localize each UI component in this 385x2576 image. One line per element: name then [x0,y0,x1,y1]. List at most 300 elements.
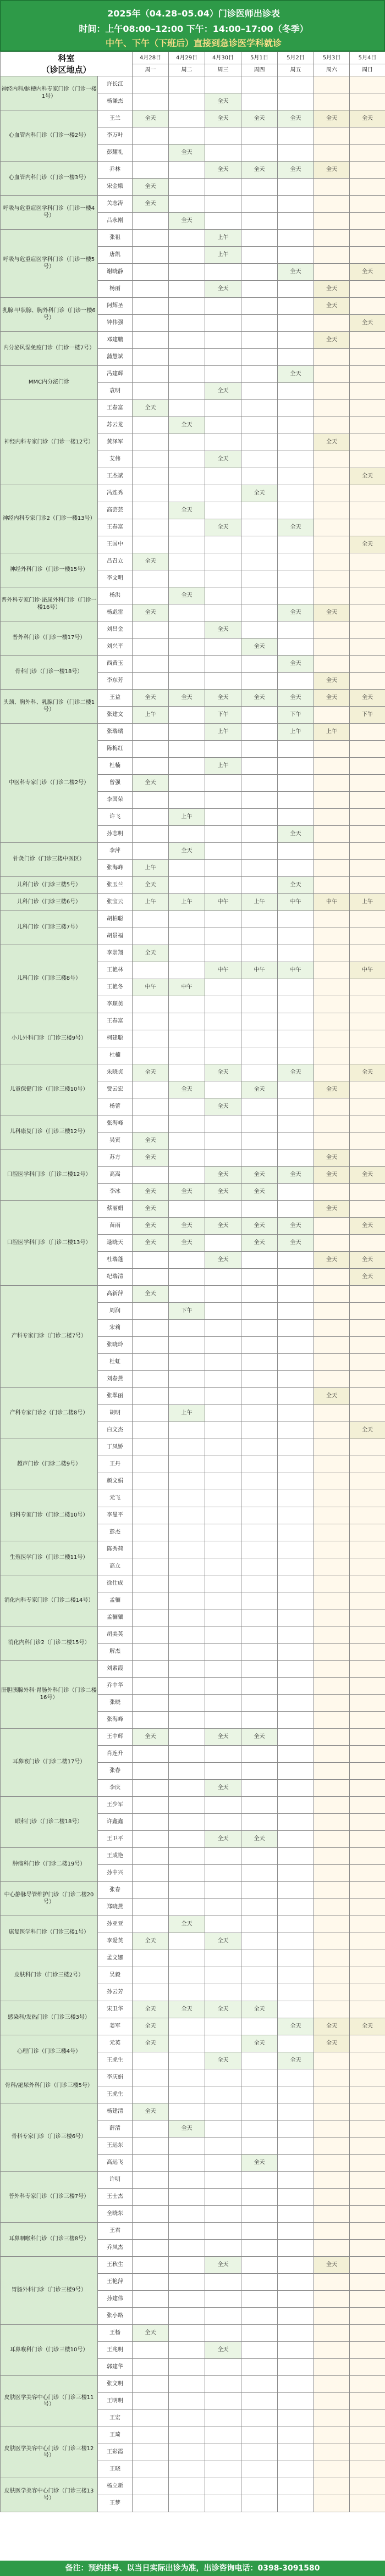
schedule-row [1,1388,385,1405]
shift-cell [350,775,385,792]
shift-cell [278,2138,314,2155]
shift-cell: 全天 [241,2035,278,2052]
shift-cell: 全天 [314,110,350,127]
shift-cell [314,1132,350,1150]
shift-cell [205,826,241,843]
department-name: 神经内科专家门诊2（门诊一楼13号） [1,485,98,553]
department-header-label: 科室 [58,53,75,63]
department-name: 皮肤科门诊（门诊三楼2号） [1,1950,98,2001]
shift-cell [350,1201,385,1218]
shift-cell [278,298,314,315]
shift-cell [314,1814,350,1831]
weekday-header: 周五 [278,64,314,76]
schedule-row [1,587,385,604]
shift-cell: 全天 [169,1916,205,1933]
schedule-row [1,1882,385,1899]
shift-cell [314,468,350,485]
shift-cell [241,468,278,485]
schedule-row [1,400,385,417]
shift-cell [350,2478,385,2495]
shift-cell [314,2308,350,2325]
shift-cell [350,2359,385,2376]
shift-cell [350,93,385,110]
shift-cell [350,2223,385,2240]
shift-cell: 全天 [241,690,278,707]
doctor-name: 杜虹 [98,1354,133,1371]
shift-cell [314,264,350,281]
shift-cell [278,2291,314,2308]
doctor-name: 李庆娟 [98,2069,133,2086]
shift-cell: 中午 [133,979,169,996]
shift-cell [350,2120,385,2138]
shift-cell [278,1456,314,1473]
shift-cell: 下午 [169,1303,205,1320]
shift-cell [278,2240,314,2257]
shift-cell [350,434,385,451]
shift-cell [169,553,205,570]
shift-cell [205,2103,241,2120]
department-name: 呼吸与危重症医学科门诊（门诊一楼5号） [1,230,98,298]
doctor-name: 元英 [98,2035,133,2052]
shift-cell [133,724,169,741]
department-name: 肿瘤科门诊（门诊二楼19号） [1,1848,98,1882]
shift-cell [241,93,278,110]
shift-cell [278,621,314,639]
doctor-name: 肖连升 [98,1746,133,1763]
shift-cell [133,2410,169,2427]
shift-cell: 全天 [241,1831,278,1848]
doctor-name: 谢晓静 [98,264,133,281]
shift-cell [314,587,350,604]
shift-cell [314,1115,350,1132]
shift-cell [169,1132,205,1150]
shift-cell: 全天 [278,826,314,843]
shift-cell [169,1831,205,1848]
shift-cell [241,400,278,417]
shift-cell [133,1337,169,1354]
doctor-name: 许鑫鑫 [98,1814,133,1831]
shift-cell [314,230,350,247]
shift-cell [314,621,350,639]
shift-cell: 下午 [350,707,385,724]
shift-cell [278,1848,314,1865]
shift-cell [278,1303,314,1320]
shift-cell [133,1916,169,1933]
shift-cell: 上午 [169,809,205,826]
shift-cell [133,1797,169,1814]
shift-cell [169,1371,205,1388]
shift-cell [133,366,169,383]
shift-cell [350,145,385,162]
shift-cell [205,1899,241,1916]
shift-cell: 全天 [169,145,205,162]
shift-cell [133,502,169,519]
shift-cell [205,928,241,945]
shift-cell [169,281,205,298]
shift-cell [205,2274,241,2291]
shift-cell [205,1269,241,1286]
shift-cell [205,1882,241,1899]
doctor-name: 朱晓贞 [98,1064,133,1081]
department-column-header [1,52,133,76]
department-name: 耳鼻喉门诊（门诊二楼17号） [1,1729,98,1797]
shift-cell [314,1984,350,2001]
shift-cell: 全天 [133,1286,169,1303]
shift-cell [169,1320,205,1337]
doctor-name: 孟骊 [98,1592,133,1609]
doctor-name: 白文杰 [98,1422,133,1439]
shift-cell [169,2086,205,2103]
doctor-name: 王艳萍 [98,2274,133,2291]
shift-cell [169,485,205,502]
doctor-name: 张春 [98,1763,133,1780]
shift-cell: 全天 [350,315,385,332]
shift-cell [278,996,314,1013]
shift-cell [314,996,350,1013]
shift-cell [314,502,350,519]
shift-cell [133,1115,169,1132]
shift-cell [241,2291,278,2308]
shift-cell: 全天 [205,110,241,127]
shift-cell [350,570,385,587]
doctor-name: 刘兴平 [98,639,133,656]
shift-cell: 中午 [169,979,205,996]
shift-cell [278,2103,314,2120]
shift-cell [205,315,241,332]
doctor-name: 刘素霞 [98,1661,133,1678]
shift-cell [314,127,350,145]
shift-cell [133,1575,169,1592]
shift-cell: 全天 [205,519,241,536]
shift-cell [278,1473,314,1490]
shift-cell [133,570,169,587]
shift-cell [241,1558,278,1575]
doctor-name: 王君 [98,2223,133,2240]
schedule-body [1,76,385,2512]
schedule-row [1,110,385,127]
shift-cell [205,2240,241,2257]
shift-cell [278,1269,314,1286]
shift-cell: 全天 [133,1184,169,1201]
shift-cell [205,76,241,93]
shift-cell: 全天 [133,2325,169,2342]
shift-cell [278,1115,314,1132]
shift-cell [350,1541,385,1558]
shift-cell [205,570,241,587]
shift-cell [169,1354,205,1371]
doctor-name: 贾云宏 [98,1081,133,1098]
shift-cell: 全天 [278,162,314,179]
shift-cell [350,2035,385,2052]
shift-cell [205,366,241,383]
doctor-name: 胡明 [98,1405,133,1422]
doctor-name: 杨彪雷 [98,604,133,621]
shift-cell [169,1490,205,1507]
doctor-name: 袁明 [98,383,133,400]
schedule-row [1,230,385,247]
shift-cell [133,1405,169,1422]
shift-cell [169,2052,205,2069]
shift-cell [278,1814,314,1831]
department-name: 神经内科专家门诊（门诊一楼12号） [1,400,98,485]
shift-cell [278,758,314,775]
shift-cell [205,417,241,434]
shift-cell [133,1831,169,1848]
doctor-name: 杨建清 [98,2103,133,2120]
shift-cell [205,1865,241,1882]
shift-cell [314,93,350,110]
shift-cell [350,1626,385,1644]
shift-cell [278,2155,314,2172]
shift-cell [169,2223,205,2240]
shift-cell [205,860,241,877]
shift-cell [314,2427,350,2444]
shift-cell [241,230,278,247]
schedule-row [1,843,385,860]
shift-cell [133,519,169,536]
schedule-row [1,1916,385,1933]
shift-cell [169,860,205,877]
shift-cell [205,468,241,485]
doctor-name: 胡美英 [98,1626,133,1644]
shift-cell [314,809,350,826]
shift-cell [169,2155,205,2172]
doctor-name: 郭建华 [98,2359,133,2376]
shift-cell [205,2206,241,2223]
doctor-name: 丁凤娇 [98,1439,133,1456]
shift-cell [241,1814,278,1831]
shift-cell [169,1422,205,1439]
schedule-row [1,76,385,93]
shift-cell [205,2410,241,2427]
shift-cell [314,1286,350,1303]
shift-cell [314,1644,350,1661]
doctor-name: 王远东 [98,2138,133,2155]
shift-cell [314,1712,350,1729]
shift-cell [241,383,278,400]
shift-cell [205,1609,241,1626]
shift-cell: 上午 [241,894,278,911]
shift-cell [169,196,205,213]
shift-cell [133,2189,169,2206]
shift-cell [278,332,314,349]
shift-cell [314,315,350,332]
shift-cell [241,656,278,673]
shift-cell [241,1865,278,1882]
shift-cell [350,1013,385,1030]
schedule-row [1,1626,385,1644]
shift-cell [278,1933,314,1950]
shift-cell [350,809,385,826]
shift-cell [205,1712,241,1729]
clinic-hours: 时间：上午08:00–12:00 下午：14:00–17:00（冬季） [79,24,309,34]
date-header: 4月28日 [133,52,169,64]
shift-cell [169,1984,205,2001]
doctor-name: 王晓 [98,2461,133,2478]
shift-cell [350,127,385,145]
schedule-row [1,1729,385,1746]
shift-cell [241,1712,278,1729]
shift-cell: 全天 [278,1064,314,1081]
schedule-row [1,724,385,741]
shift-cell [133,1081,169,1098]
shift-cell [241,1916,278,1933]
shift-cell [241,2086,278,2103]
shift-cell [133,1354,169,1371]
shift-cell [169,2342,205,2359]
shift-cell [169,451,205,468]
shift-cell [241,1678,278,1695]
shift-cell [241,996,278,1013]
weekday-header: 周二 [169,64,205,76]
shift-cell [314,1405,350,1422]
shift-cell [350,179,385,196]
shift-cell [350,1115,385,1132]
doctor-name: 吴寅 [98,1132,133,1150]
shift-cell [278,536,314,553]
doctor-name: 王琦 [98,2427,133,2444]
shift-cell [169,1507,205,1524]
doctor-name: 宋卫华 [98,2001,133,2018]
shift-cell [133,741,169,758]
shift-cell [241,179,278,196]
shift-cell [314,1848,350,1865]
shift-cell [205,1763,241,1780]
shift-cell: 上午 [314,724,350,741]
shift-cell [314,1013,350,1030]
shift-cell: 全天 [133,775,169,792]
shift-cell [241,1132,278,1150]
weekday-header: 周六 [314,64,350,76]
shift-cell [133,1524,169,1541]
shift-cell [133,127,169,145]
shift-cell: 全天 [205,1933,241,1950]
shift-cell [241,2495,278,2512]
shift-cell [278,587,314,604]
shift-cell [205,1592,241,1609]
doctor-name: 蔡丽娟 [98,1201,133,1218]
schedule-row [1,1064,385,1081]
shift-cell [278,468,314,485]
shift-cell: 全天 [169,2001,205,2018]
shift-cell [350,2069,385,2086]
shift-cell [350,1950,385,1967]
shift-cell [133,1848,169,1865]
shift-cell: 全天 [169,1081,205,1098]
weekday-header: 周日 [350,64,385,76]
shift-cell [350,1814,385,1831]
shift-cell [278,741,314,758]
shift-cell [350,1490,385,1507]
shift-cell [205,1626,241,1644]
shift-cell [278,2359,314,2376]
shift-cell [350,553,385,570]
shift-cell [169,1865,205,1882]
shift-cell [169,1695,205,1712]
shift-cell [278,1286,314,1303]
shift-cell [314,1456,350,1473]
department-name: 口腔医学科门诊（门诊二楼13号） [1,1201,98,1286]
shift-cell [314,1354,350,1371]
shift-cell [278,2172,314,2189]
shift-cell [350,1865,385,1882]
shift-cell [241,1950,278,1967]
shift-cell [133,1712,169,1729]
shift-cell [169,673,205,690]
shift-cell [350,996,385,1013]
shift-cell: 中午 [205,894,241,911]
shift-cell [133,2069,169,2086]
shift-cell [314,1575,350,1592]
date-header: 4月30日 [205,52,241,64]
department-name: 儿童保健门诊（门诊三楼10号） [1,1064,98,1115]
doctor-name: 周润 [98,1303,133,1320]
shift-cell [241,1064,278,1081]
shift-cell [241,1405,278,1422]
shift-cell [205,1047,241,1064]
shift-cell [205,945,241,962]
shift-cell [205,213,241,230]
doctor-name: 李文明 [98,570,133,587]
shift-cell [169,2410,205,2427]
shift-cell [169,1439,205,1456]
shift-cell: 全天 [314,1150,350,1167]
shift-cell [133,93,169,110]
shift-cell [314,962,350,979]
doctor-name: 许长江 [98,76,133,93]
shift-cell [350,1592,385,1609]
shift-cell [169,1644,205,1661]
doctor-name: 孙建伟 [98,2291,133,2308]
shift-cell [314,639,350,656]
shift-cell [314,1746,350,1763]
doctor-name: 张晓 [98,1695,133,1712]
department-name: 针灸门诊（门诊三楼中医区） [1,843,98,877]
doctor-name: 张小路 [98,2308,133,2325]
shift-cell [133,587,169,604]
shift-cell [350,673,385,690]
doctor-name: 李崇翔 [98,945,133,962]
shift-cell [241,1030,278,1047]
shift-cell [205,1967,241,1984]
shift-cell [278,349,314,366]
schedule-row [1,2223,385,2240]
shift-cell [205,809,241,826]
shift-cell [350,2410,385,2427]
shift-cell [350,1132,385,1150]
shift-cell [278,1797,314,1814]
doctor-name: 吴毅 [98,1967,133,1984]
doctor-name: 高远飞 [98,2155,133,2172]
shift-cell [314,2223,350,2240]
schedule-row [1,1490,385,1507]
shift-cell [241,979,278,996]
shift-cell [169,1269,205,1286]
shift-cell [314,1626,350,1644]
department-name: 儿科门诊（门诊三楼8号） [1,945,98,1013]
shift-cell [241,1695,278,1712]
shift-cell [133,536,169,553]
department-name: 胃肠外科门诊（门诊三楼9号） [1,2257,98,2325]
shift-cell [169,366,205,383]
shift-cell: 中午 [278,962,314,979]
shift-cell: 全天 [241,2155,278,2172]
shift-cell [241,247,278,264]
shift-cell [314,1337,350,1354]
shift-cell [350,656,385,673]
shift-cell [169,2206,205,2223]
shift-cell [350,2342,385,2359]
